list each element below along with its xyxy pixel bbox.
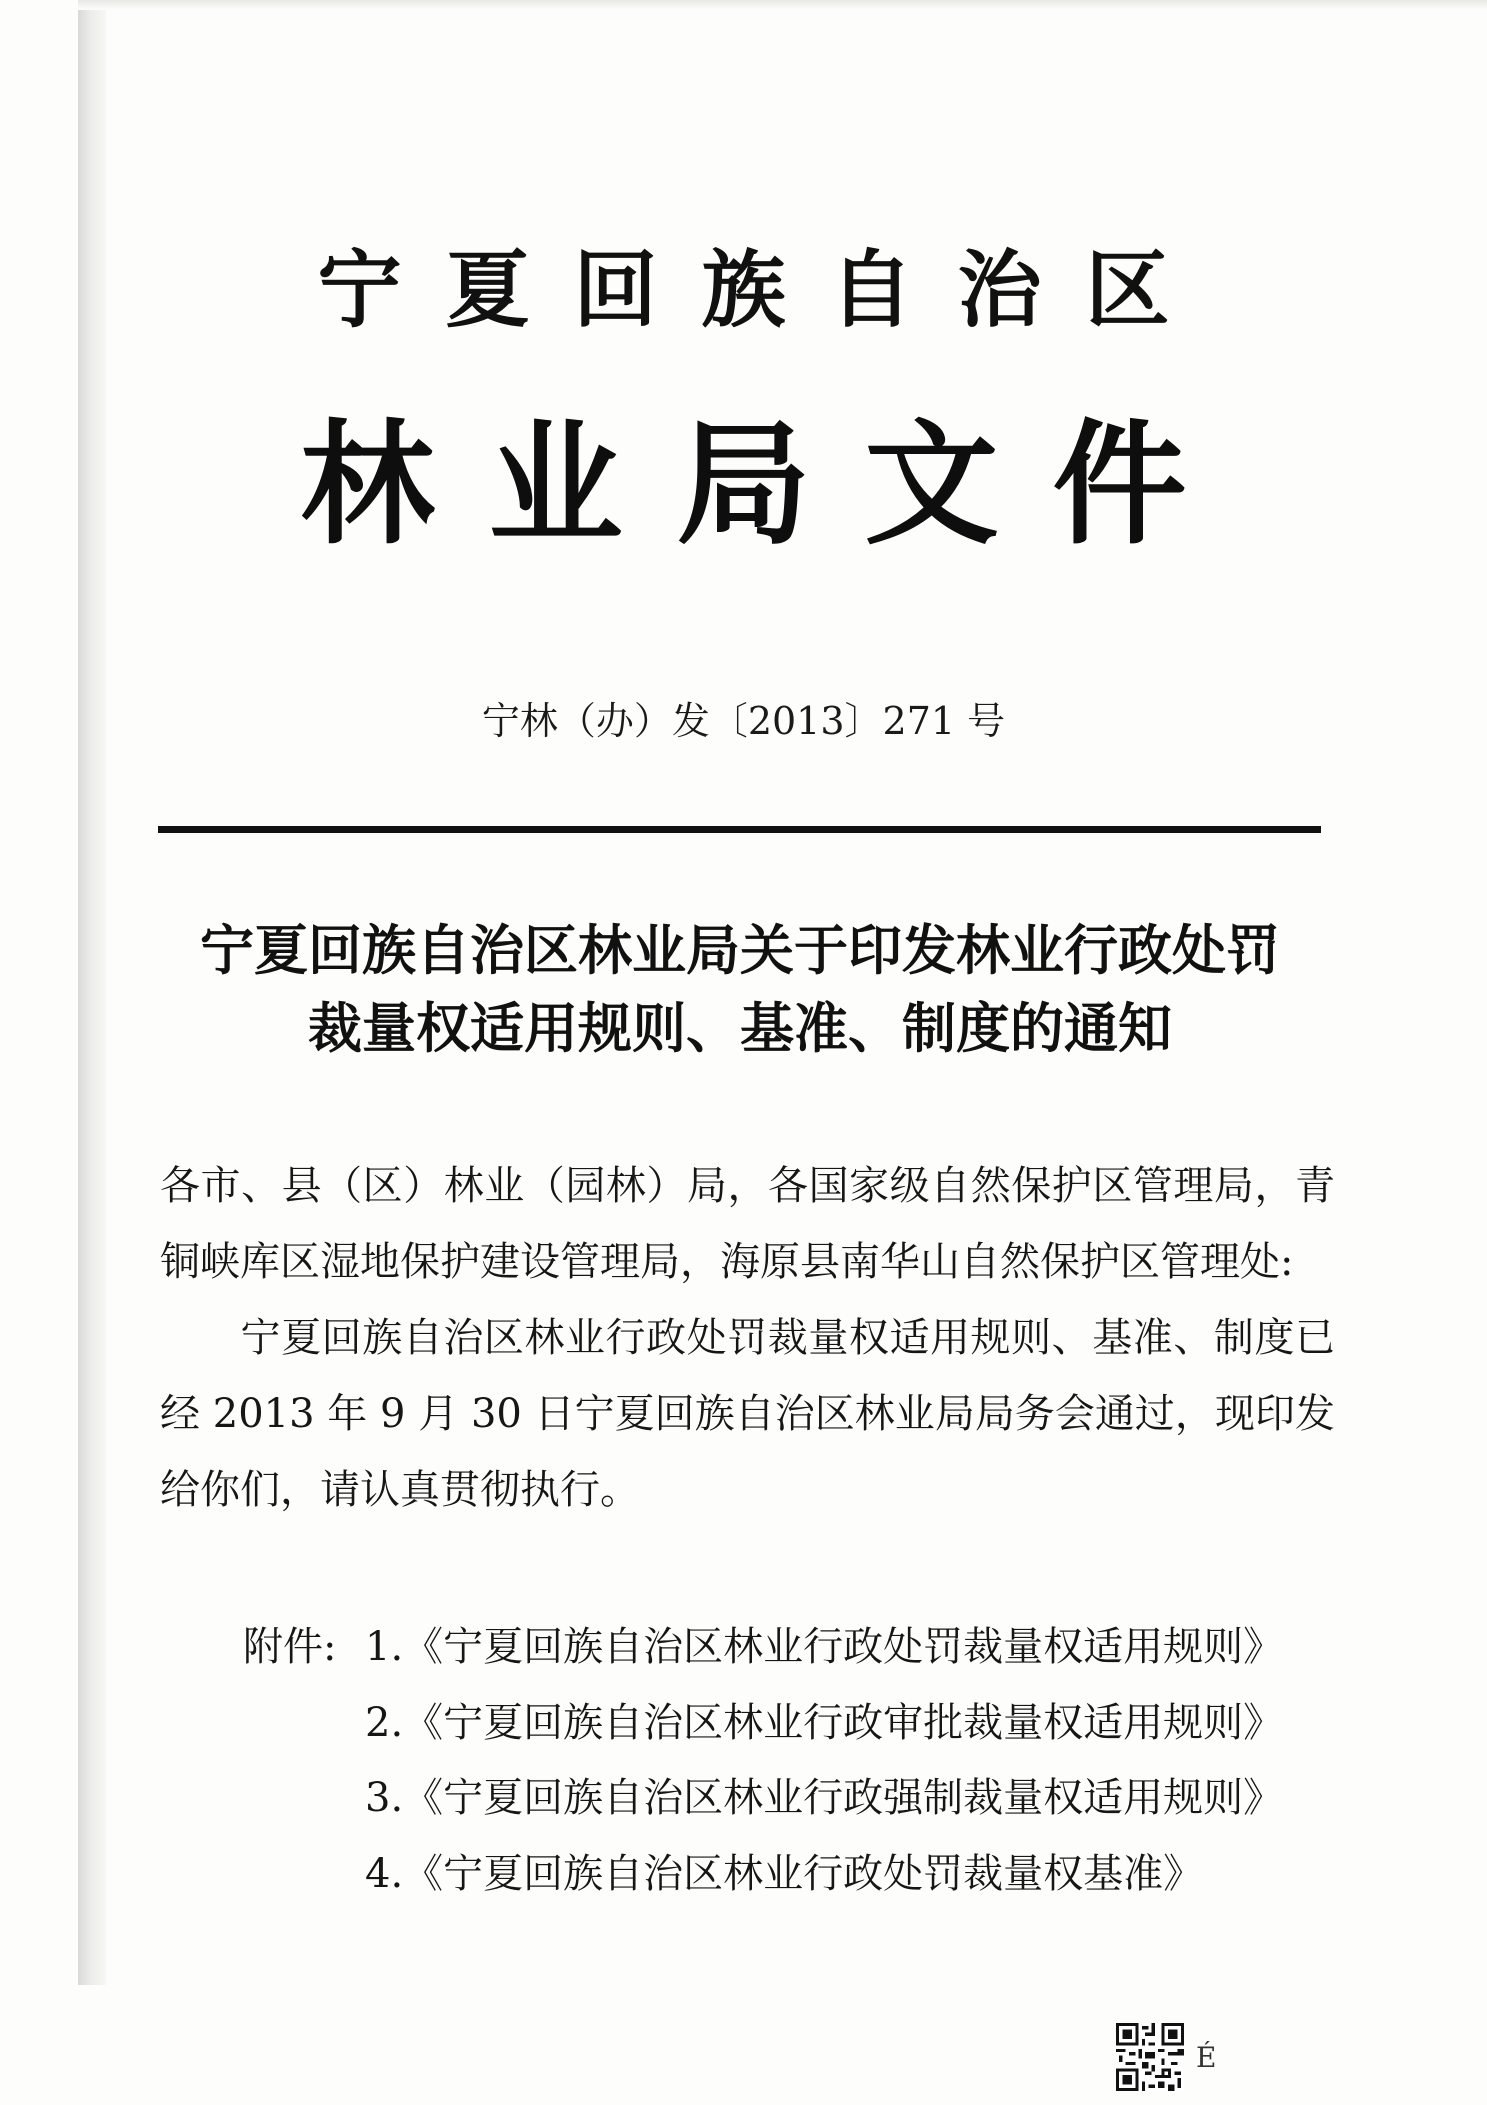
scan-shadow-top <box>78 0 1487 10</box>
issuing-org-line2: 林业局文件 <box>300 407 1241 563</box>
body-paragraph <box>160 1300 1335 1528</box>
attachment-item-3: 3.《宁夏回族自治区林业行政强制裁量权适用规则》 <box>365 1775 1284 1821</box>
title-line-2: 裁量权适用规则、基准、制度的通知 <box>308 997 1172 1060</box>
title-line-1: 宁夏回族自治区林业局关于印发林业行政处罚 <box>200 919 1280 982</box>
body-paragraph-text: 宁夏回族自治区林业行政处罚裁量权适用规则、基准、制度已经 2013 年 9 月 30 日宁夏回族自治区林业局局务会通过，现印发给你们，请认真贯彻执行。 <box>160 1315 1335 1513</box>
document-title <box>140 912 1340 1068</box>
qr-code-icon <box>1116 2023 1184 2091</box>
header-divider <box>158 826 1321 833</box>
addressee: 各市、县（区）林业（园林）局，各国家级自然保护区管理局，青铜峡库区湿地保护建设管理局，海原县南华山自然保护区管理处: <box>160 1163 1335 1285</box>
attachments-label: 附件: <box>243 1624 337 1670</box>
corner-mark: É <box>1196 2041 1217 2074</box>
document-number: 宁林（办）发〔2013〕271 号 <box>481 699 1006 743</box>
attachment-item-4: 4.《宁夏回族自治区林业行政处罚裁量权基准》 <box>365 1851 1204 1897</box>
issuing-org-line1: 宁夏回族自治区 <box>317 240 1214 339</box>
attachment-item-1: 1.《宁夏回族自治区林业行政处罚裁量权适用规则》 <box>365 1624 1284 1670</box>
attachment-item-2: 2.《宁夏回族自治区林业行政审批裁量权适用规则》 <box>365 1700 1284 1746</box>
